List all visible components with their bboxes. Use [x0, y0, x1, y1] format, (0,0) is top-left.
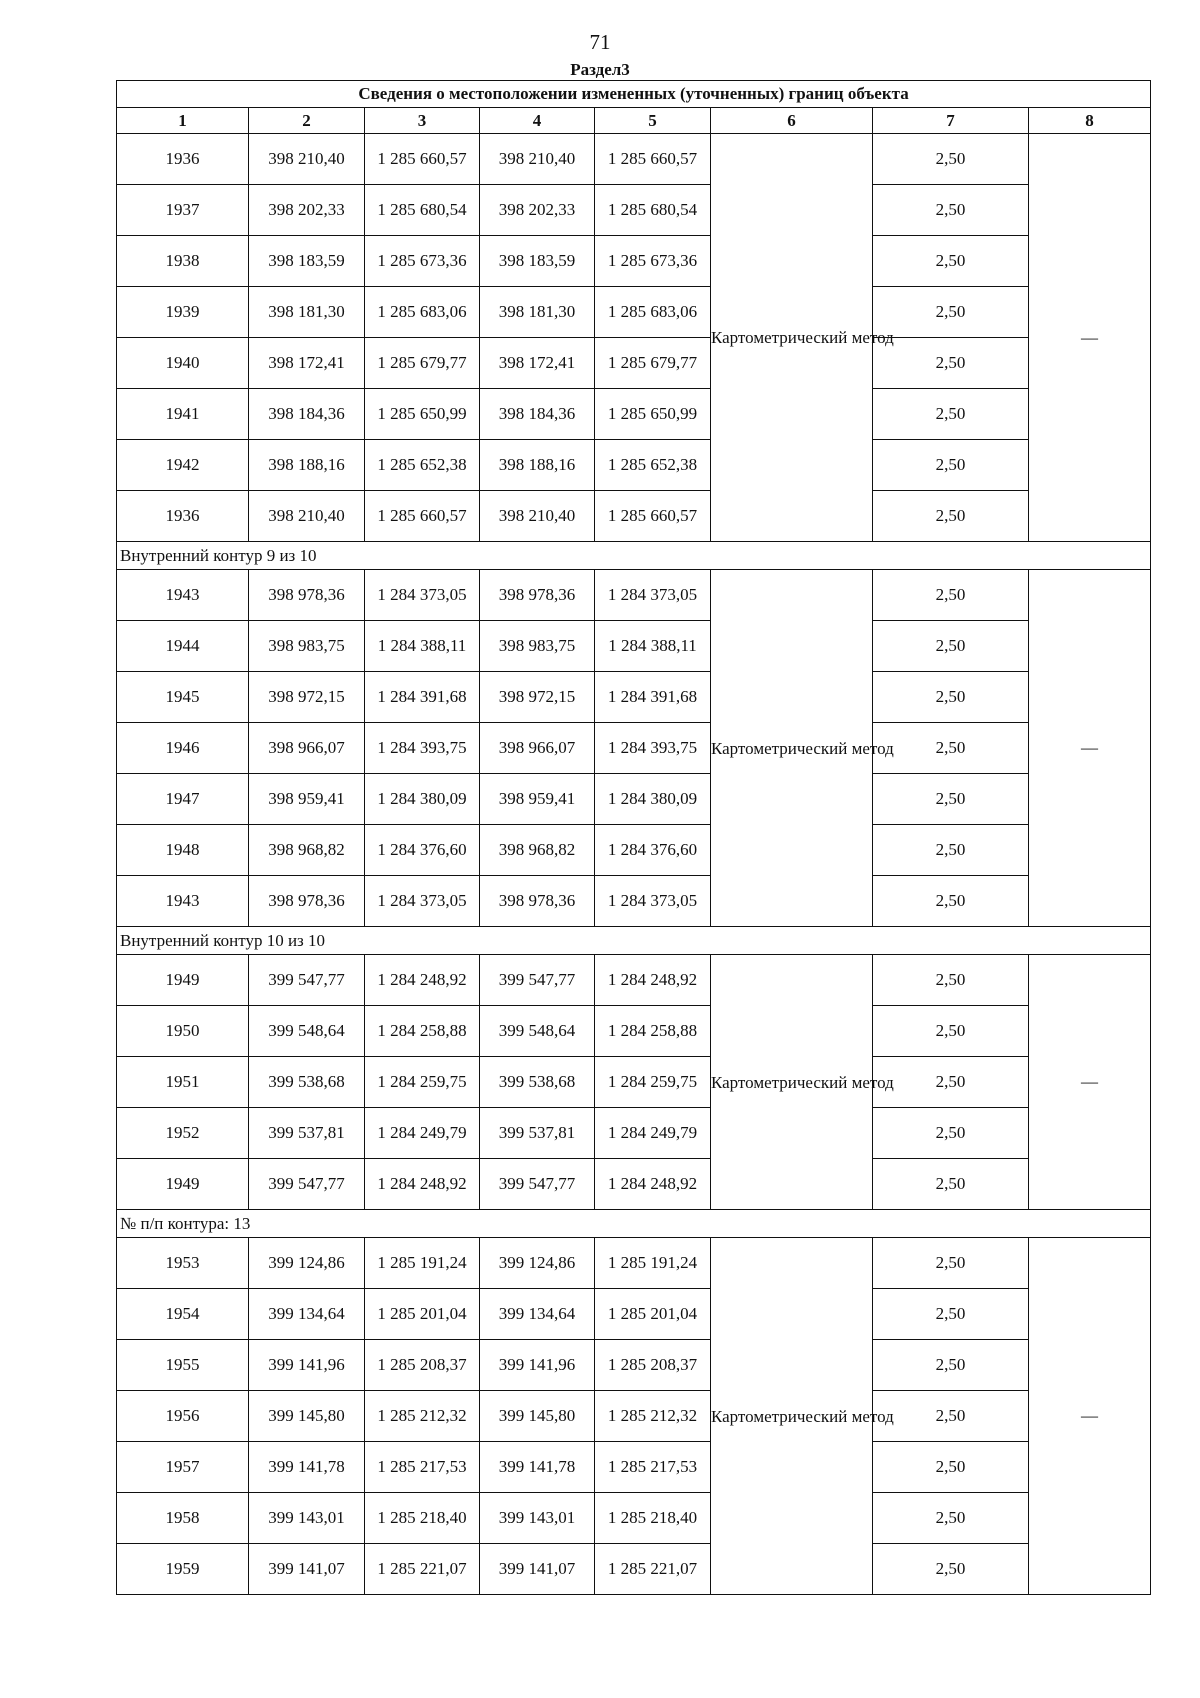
method-cell: Картометрический метод	[711, 134, 873, 542]
y-new: 1 285 650,99	[595, 389, 711, 440]
point-number: 1939	[117, 287, 249, 338]
point-number: 1936	[117, 491, 249, 542]
x-existing: 398 966,07	[249, 723, 365, 774]
page-number: 71	[589, 30, 611, 54]
point-number: 1937	[117, 185, 249, 236]
point-number: 1936	[117, 134, 249, 185]
x-existing: 399 145,80	[249, 1391, 365, 1442]
table-row	[117, 1108, 1151, 1159]
column-number: 2	[249, 108, 365, 134]
y-existing: 1 285 212,32	[365, 1391, 480, 1442]
y-existing: 1 284 249,79	[365, 1108, 480, 1159]
contour-label-row	[117, 927, 1151, 955]
point-number: 1952	[117, 1108, 249, 1159]
point-number: 1943	[117, 876, 249, 927]
x-existing: 398 968,82	[249, 825, 365, 876]
point-number: 1938	[117, 236, 249, 287]
y-existing: 1 284 259,75	[365, 1057, 480, 1108]
x-new: 399 141,96	[480, 1340, 595, 1391]
y-existing: 1 285 683,06	[365, 287, 480, 338]
coordinates-table	[116, 80, 1151, 1595]
point-number: 1954	[117, 1289, 249, 1340]
accuracy-value: 2,50	[873, 1442, 1029, 1493]
y-new: 1 284 388,11	[595, 621, 711, 672]
x-existing: 398 972,15	[249, 672, 365, 723]
x-new: 399 145,80	[480, 1391, 595, 1442]
accuracy-value: 2,50	[873, 621, 1029, 672]
accuracy-value: 2,50	[873, 1544, 1029, 1595]
table-row	[117, 570, 1151, 621]
column-number: 5	[595, 108, 711, 134]
y-existing: 1 284 248,92	[365, 955, 480, 1006]
accuracy-value: 2,50	[873, 774, 1029, 825]
y-new: 1 285 680,54	[595, 185, 711, 236]
x-new: 398 968,82	[480, 825, 595, 876]
y-new: 1 284 376,60	[595, 825, 711, 876]
table-row	[117, 955, 1151, 1006]
contour-label-row	[117, 542, 1151, 570]
point-number: 1955	[117, 1340, 249, 1391]
table-row	[117, 672, 1151, 723]
x-existing: 398 181,30	[249, 287, 365, 338]
accuracy-value: 2,50	[873, 1238, 1029, 1289]
x-new: 399 124,86	[480, 1238, 595, 1289]
x-existing: 398 202,33	[249, 185, 365, 236]
x-existing: 398 172,41	[249, 338, 365, 389]
table-row	[117, 134, 1151, 185]
x-existing: 398 983,75	[249, 621, 365, 672]
y-existing: 1 285 680,54	[365, 185, 480, 236]
x-new: 399 141,78	[480, 1442, 595, 1493]
y-new: 1 285 218,40	[595, 1493, 711, 1544]
y-existing: 1 284 258,88	[365, 1006, 480, 1057]
y-new: 1 284 380,09	[595, 774, 711, 825]
column-8-dash: —	[1029, 1238, 1151, 1595]
accuracy-value: 2,50	[873, 338, 1029, 389]
point-number: 1945	[117, 672, 249, 723]
point-number: 1957	[117, 1442, 249, 1493]
method-cell: Картометрический метод	[711, 570, 873, 927]
table-row	[117, 185, 1151, 236]
x-new: 398 184,36	[480, 389, 595, 440]
point-number: 1949	[117, 1159, 249, 1210]
point-number: 1951	[117, 1057, 249, 1108]
table-row	[117, 876, 1151, 927]
x-new: 399 547,77	[480, 1159, 595, 1210]
point-number: 1953	[117, 1238, 249, 1289]
point-number: 1941	[117, 389, 249, 440]
accuracy-value: 2,50	[873, 389, 1029, 440]
y-existing: 1 285 660,57	[365, 134, 480, 185]
accuracy-value: 2,50	[873, 1493, 1029, 1544]
accuracy-value: 2,50	[873, 570, 1029, 621]
accuracy-value: 2,50	[873, 440, 1029, 491]
x-new: 398 210,40	[480, 491, 595, 542]
column-8-dash: —	[1029, 955, 1151, 1210]
y-new: 1 284 373,05	[595, 876, 711, 927]
table-row	[117, 236, 1151, 287]
y-new: 1 284 258,88	[595, 1006, 711, 1057]
accuracy-value: 2,50	[873, 672, 1029, 723]
y-existing: 1 285 660,57	[365, 491, 480, 542]
x-existing: 399 143,01	[249, 1493, 365, 1544]
point-number: 1956	[117, 1391, 249, 1442]
table-row	[117, 1340, 1151, 1391]
x-existing: 399 548,64	[249, 1006, 365, 1057]
point-number: 1940	[117, 338, 249, 389]
y-existing: 1 284 248,92	[365, 1159, 480, 1210]
x-existing: 399 134,64	[249, 1289, 365, 1340]
point-number: 1949	[117, 955, 249, 1006]
column-number: 3	[365, 108, 480, 134]
y-new: 1 285 221,07	[595, 1544, 711, 1595]
point-number: 1944	[117, 621, 249, 672]
y-new: 1 285 217,53	[595, 1442, 711, 1493]
y-new: 1 284 259,75	[595, 1057, 711, 1108]
y-existing: 1 284 373,05	[365, 876, 480, 927]
contour-label: Внутренний контур 10 из 10	[117, 927, 1151, 955]
y-existing: 1 285 201,04	[365, 1289, 480, 1340]
x-existing: 399 141,07	[249, 1544, 365, 1595]
y-new: 1 284 249,79	[595, 1108, 711, 1159]
y-new: 1 284 393,75	[595, 723, 711, 774]
accuracy-value: 2,50	[873, 134, 1029, 185]
y-existing: 1 285 208,37	[365, 1340, 480, 1391]
y-new: 1 285 652,38	[595, 440, 711, 491]
y-existing: 1 284 380,09	[365, 774, 480, 825]
y-new: 1 285 683,06	[595, 287, 711, 338]
x-new: 399 548,64	[480, 1006, 595, 1057]
point-number: 1947	[117, 774, 249, 825]
table-body	[117, 134, 1151, 1595]
column-number: 4	[480, 108, 595, 134]
x-existing: 398 978,36	[249, 876, 365, 927]
y-existing: 1 285 652,38	[365, 440, 480, 491]
column-number: 6	[711, 108, 873, 134]
x-existing: 399 141,78	[249, 1442, 365, 1493]
x-existing: 399 124,86	[249, 1238, 365, 1289]
y-existing: 1 284 393,75	[365, 723, 480, 774]
table-row	[117, 774, 1151, 825]
y-new: 1 285 673,36	[595, 236, 711, 287]
x-new: 399 538,68	[480, 1057, 595, 1108]
accuracy-value: 2,50	[873, 1289, 1029, 1340]
y-new: 1 285 191,24	[595, 1238, 711, 1289]
y-existing: 1 284 376,60	[365, 825, 480, 876]
caption-row	[117, 81, 1151, 108]
y-new: 1 284 248,92	[595, 955, 711, 1006]
point-number: 1950	[117, 1006, 249, 1057]
point-number: 1959	[117, 1544, 249, 1595]
accuracy-value: 2,50	[873, 876, 1029, 927]
y-existing: 1 285 217,53	[365, 1442, 480, 1493]
y-new: 1 285 660,57	[595, 491, 711, 542]
table-row	[117, 338, 1151, 389]
accuracy-value: 2,50	[873, 955, 1029, 1006]
y-new: 1 284 248,92	[595, 1159, 711, 1210]
y-existing: 1 285 191,24	[365, 1238, 480, 1289]
y-new: 1 285 208,37	[595, 1340, 711, 1391]
accuracy-value: 2,50	[873, 491, 1029, 542]
table-row	[117, 1544, 1151, 1595]
x-new: 398 972,15	[480, 672, 595, 723]
column-number: 8	[1029, 108, 1151, 134]
point-number: 1942	[117, 440, 249, 491]
column-8-dash: —	[1029, 570, 1151, 927]
x-new: 398 172,41	[480, 338, 595, 389]
point-number: 1958	[117, 1493, 249, 1544]
table-row	[117, 1442, 1151, 1493]
contour-label: Внутренний контур 9 из 10	[117, 542, 1151, 570]
accuracy-value: 2,50	[873, 723, 1029, 774]
contour-label: № п/п контура: 13	[117, 1210, 1151, 1238]
x-existing: 399 141,96	[249, 1340, 365, 1391]
table-row	[117, 825, 1151, 876]
table-row	[117, 1006, 1151, 1057]
y-new: 1 285 679,77	[595, 338, 711, 389]
y-new: 1 284 391,68	[595, 672, 711, 723]
x-new: 399 141,07	[480, 1544, 595, 1595]
x-new: 399 134,64	[480, 1289, 595, 1340]
x-new: 398 210,40	[480, 134, 595, 185]
table-row	[117, 1159, 1151, 1210]
x-new: 398 978,36	[480, 570, 595, 621]
x-existing: 398 210,40	[249, 134, 365, 185]
x-new: 398 183,59	[480, 236, 595, 287]
x-existing: 399 538,68	[249, 1057, 365, 1108]
accuracy-value: 2,50	[873, 1108, 1029, 1159]
x-new: 399 143,01	[480, 1493, 595, 1544]
y-new: 1 285 660,57	[595, 134, 711, 185]
accuracy-value: 2,50	[873, 825, 1029, 876]
x-new: 398 966,07	[480, 723, 595, 774]
y-new: 1 285 212,32	[595, 1391, 711, 1442]
accuracy-value: 2,50	[873, 1340, 1029, 1391]
y-new: 1 285 201,04	[595, 1289, 711, 1340]
x-new: 399 537,81	[480, 1108, 595, 1159]
y-existing: 1 284 388,11	[365, 621, 480, 672]
x-existing: 399 537,81	[249, 1108, 365, 1159]
table-row	[117, 1391, 1151, 1442]
point-number: 1948	[117, 825, 249, 876]
table-row	[117, 723, 1151, 774]
y-new: 1 284 373,05	[595, 570, 711, 621]
table-row	[117, 1057, 1151, 1108]
y-existing: 1 285 679,77	[365, 338, 480, 389]
table-row	[117, 1238, 1151, 1289]
column-number-row	[117, 108, 1151, 134]
x-new: 399 547,77	[480, 955, 595, 1006]
accuracy-value: 2,50	[873, 1391, 1029, 1442]
accuracy-value: 2,50	[873, 1159, 1029, 1210]
x-existing: 398 183,59	[249, 236, 365, 287]
column-8-dash: —	[1029, 134, 1151, 542]
table-row	[117, 1493, 1151, 1544]
table-row	[117, 1289, 1151, 1340]
y-existing: 1 284 373,05	[365, 570, 480, 621]
accuracy-value: 2,50	[873, 1057, 1029, 1108]
method-cell: Картометрический метод	[711, 1238, 873, 1595]
accuracy-value: 2,50	[873, 287, 1029, 338]
section-title: Раздел3	[570, 60, 630, 79]
column-number: 1	[117, 108, 249, 134]
table-row	[117, 389, 1151, 440]
x-existing: 399 547,77	[249, 1159, 365, 1210]
x-new: 398 959,41	[480, 774, 595, 825]
y-existing: 1 285 221,07	[365, 1544, 480, 1595]
column-number: 7	[873, 108, 1029, 134]
table-row	[117, 440, 1151, 491]
point-number: 1946	[117, 723, 249, 774]
x-existing: 398 184,36	[249, 389, 365, 440]
y-existing: 1 285 218,40	[365, 1493, 480, 1544]
x-new: 398 181,30	[480, 287, 595, 338]
table-row	[117, 491, 1151, 542]
x-new: 398 983,75	[480, 621, 595, 672]
table-row	[117, 621, 1151, 672]
accuracy-value: 2,50	[873, 1006, 1029, 1057]
point-number: 1943	[117, 570, 249, 621]
x-existing: 398 188,16	[249, 440, 365, 491]
x-new: 398 202,33	[480, 185, 595, 236]
x-existing: 398 978,36	[249, 570, 365, 621]
x-existing: 398 210,40	[249, 491, 365, 542]
y-existing: 1 285 673,36	[365, 236, 480, 287]
table-row	[117, 287, 1151, 338]
x-existing: 398 959,41	[249, 774, 365, 825]
x-new: 398 978,36	[480, 876, 595, 927]
x-new: 398 188,16	[480, 440, 595, 491]
contour-label-row	[117, 1210, 1151, 1238]
x-existing: 399 547,77	[249, 955, 365, 1006]
method-cell: Картометрический метод	[711, 955, 873, 1210]
accuracy-value: 2,50	[873, 185, 1029, 236]
y-existing: 1 285 650,99	[365, 389, 480, 440]
y-existing: 1 284 391,68	[365, 672, 480, 723]
table-caption: Сведения о местоположении измененных (уточненных) границ объекта	[117, 81, 1151, 108]
accuracy-value: 2,50	[873, 236, 1029, 287]
